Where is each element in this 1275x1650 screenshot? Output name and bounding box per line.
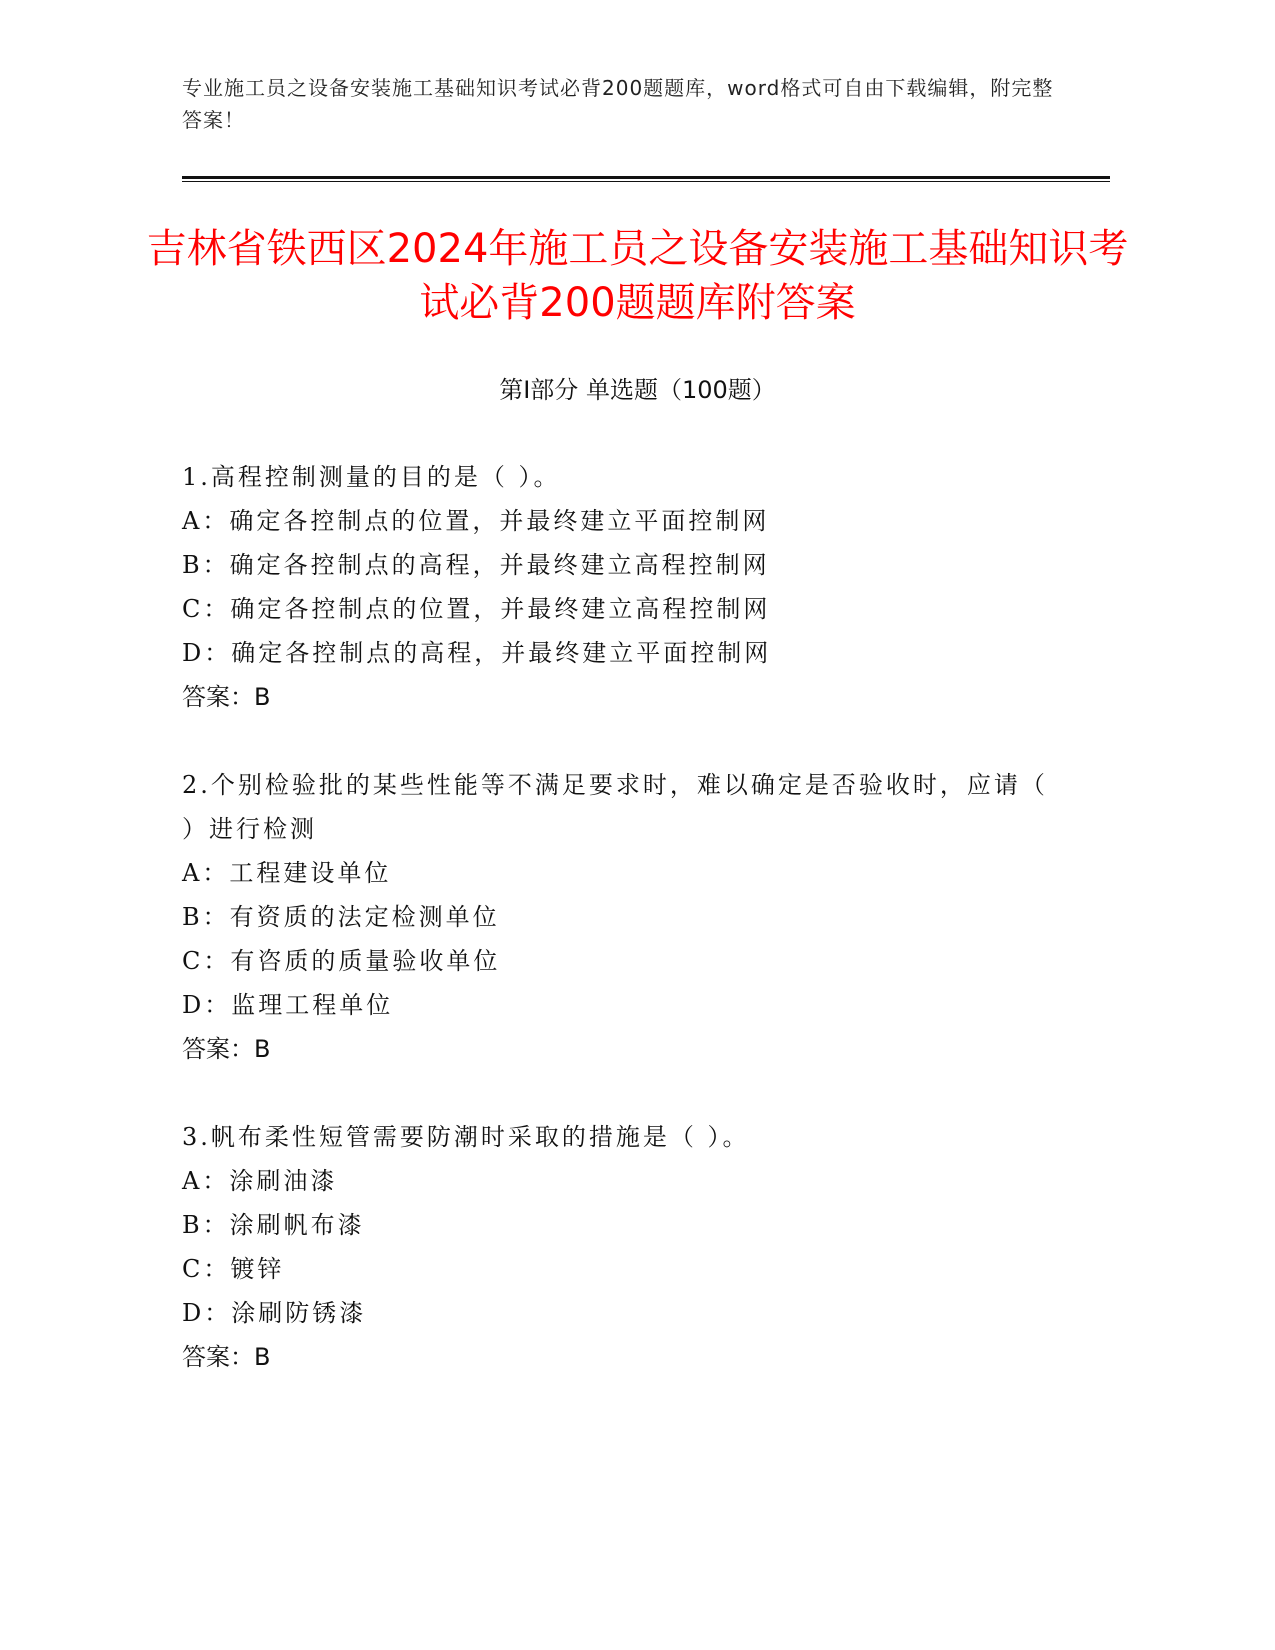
- option-d: D：确定各控制点的高程，并最终建立平面控制网: [182, 639, 772, 667]
- option-c: C：确定各控制点的位置，并最终建立高程控制网: [182, 595, 771, 623]
- answer: 答案：B: [182, 683, 271, 711]
- option-b: B：涂刷帆布漆: [182, 1211, 365, 1239]
- header-divider: [182, 176, 1110, 179]
- section-title: 第I部分 单选题（100题）: [499, 376, 776, 404]
- header-divider-thin: [182, 181, 1110, 182]
- option-d: D：监理工程单位: [182, 991, 394, 1019]
- question-stem: 2.个别检验批的某些性能等不满足要求时，难以确定是否验收时，应请（ ）进行检测: [182, 771, 1048, 843]
- answer: 答案：B: [182, 1035, 271, 1063]
- option-a: A：确定各控制点的位置，并最终建立平面控制网: [182, 507, 770, 535]
- question-stem: 1.高程控制测量的目的是（ ）。: [182, 463, 561, 491]
- option-b: B：有资质的法定检测单位: [182, 903, 500, 931]
- question-list: [182, 455, 1062, 1423]
- option-c: C：镀锌: [182, 1255, 285, 1283]
- question-1: [182, 455, 1062, 719]
- option-d: D：涂刷防锈漆: [182, 1299, 367, 1327]
- question-3: [182, 1115, 1062, 1379]
- answer: 答案：B: [182, 1343, 271, 1371]
- option-a: A：工程建设单位: [182, 859, 392, 887]
- header-note: 专业施工员之设备安装施工基础知识考试必背200题题库，word格式可自由下载编辑，附完整答案！: [182, 76, 1054, 132]
- option-a: A：涂刷油漆: [182, 1167, 338, 1195]
- document-title: 吉林省铁西区2024年施工员之设备安装施工基础知识考试必背200题题库附答案: [146, 226, 1129, 326]
- question-stem: 3.帆布柔性短管需要防潮时采取的措施是（ ）。: [182, 1123, 750, 1151]
- question-2: [182, 763, 1062, 1071]
- option-b: B：确定各控制点的高程，并最终建立高程控制网: [182, 551, 770, 579]
- option-c: C：有咨质的质量验收单位: [182, 947, 501, 975]
